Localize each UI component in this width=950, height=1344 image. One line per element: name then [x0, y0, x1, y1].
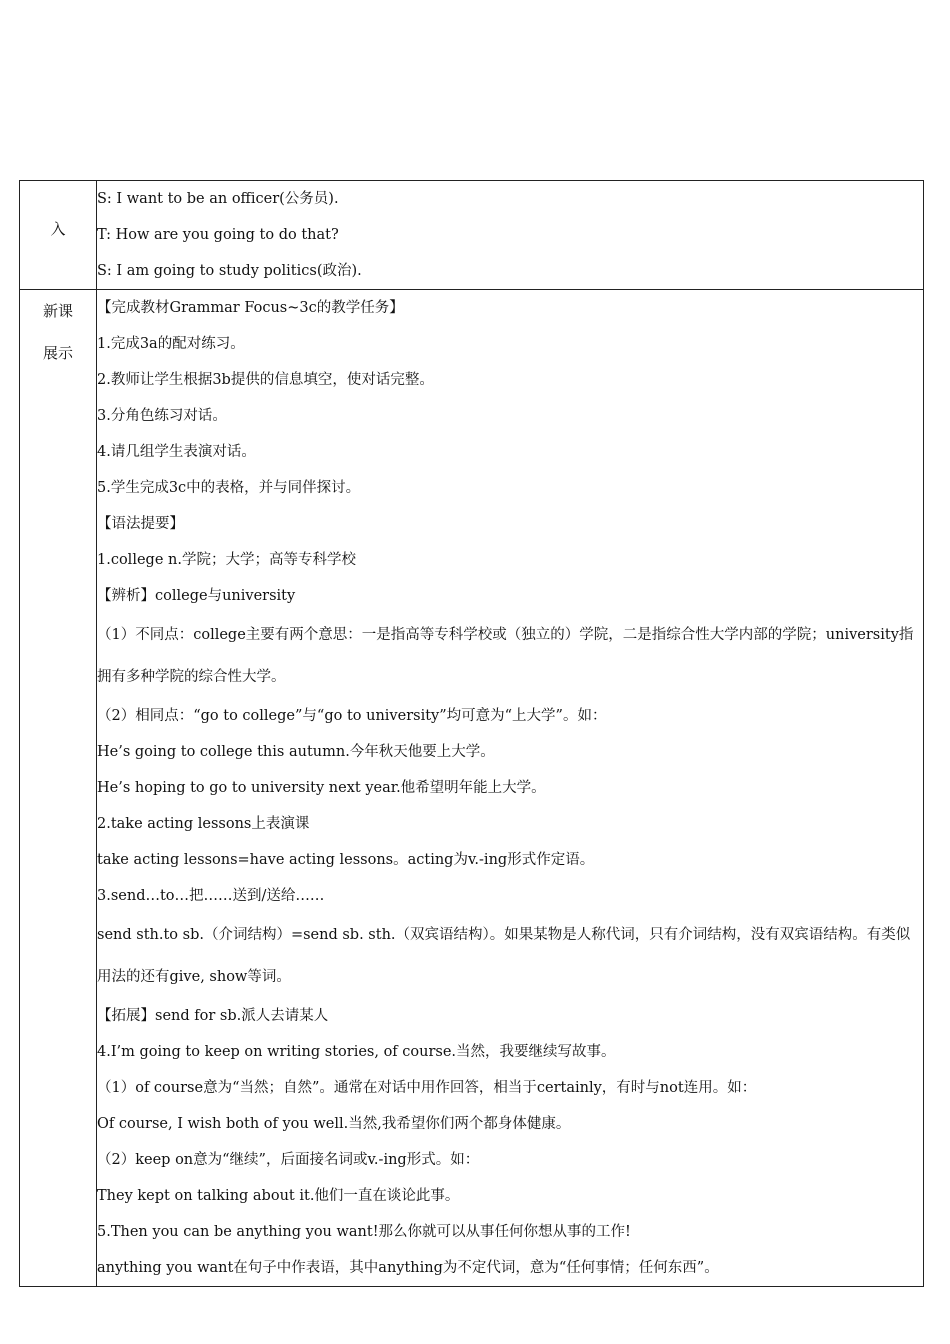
example-sentence: They kept on talking about it.他们一直在谈论此事。 — [97, 1188, 460, 1204]
paragraph: （1）of course意为“当然；自然”。通常在对话中用作回答，相当于certainly，有时与not连用。如： — [97, 1080, 757, 1096]
row-label: 入 — [50, 220, 66, 238]
paragraph: send sth.to sb.（介词结构）=send sb. sth.（双宾语结构）。如果某物是人称代词，只有介词结构，没有双宾语结构。有类似用法的还有give, show等词。 — [97, 927, 911, 985]
list-item: 4.请几组学生表演对话。 — [97, 444, 256, 460]
analysis-heading: 【辨析】college与university — [97, 588, 296, 604]
row-label-cell — [20, 181, 97, 290]
task-heading: 【完成教材Grammar Focus~3c的教学任务】 — [97, 300, 404, 316]
paragraph: （2）相同点：“go to college”与“go to university”均可意为“上大学”。如： — [97, 708, 607, 724]
example-sentence: He’s going to college this autumn.今年秋天他要上大学。 — [97, 744, 495, 760]
dialogue-line: S: I am going to study politics(政治). — [97, 263, 362, 279]
row-content-cell — [97, 290, 924, 1287]
table-row-intro — [20, 181, 924, 290]
list-item: 5.学生完成3c中的表格，并与同伴探讨。 — [97, 480, 361, 496]
lesson-plan-table — [19, 180, 924, 1287]
row-content-cell — [97, 181, 924, 290]
paragraph: anything you want在句子中作表语，其中anything为不定代词，意为“任何事情；任何东西”。 — [97, 1260, 719, 1276]
grammar-heading: 【语法提要】 — [97, 516, 184, 532]
grammar-point: 5.Then you can be anything you want!那么你就可以从事任何你想从事的工作! — [97, 1224, 631, 1240]
grammar-point: 3.send…to…把……送到/送给…… — [97, 888, 325, 904]
grammar-point: 2.take acting lessons上表演课 — [97, 816, 310, 832]
extension-note: 【拓展】send for sb.派人去请某人 — [97, 1008, 329, 1024]
grammar-point: 4.I’m going to keep on writing stories, of course.当然，我要继续写故事。 — [97, 1044, 616, 1060]
list-item: 3.分角色练习对话。 — [97, 408, 227, 424]
example-sentence: Of course, I wish both of you well.当然,我希望你们两个都身体健康。 — [97, 1116, 571, 1132]
paragraph: （1）不同点：college主要有两个意思：一是指高等专科学校或（独立的）学院，二是指综合性大学内部的学院；university指拥有多种学院的综合性大学。 — [97, 627, 914, 685]
list-item: 2.教师让学生根据3b提供的信息填空，使对话完整。 — [97, 372, 434, 388]
dialogue-line: S: I want to be an officer(公务员). — [97, 191, 339, 207]
dialogue-line: T: How are you going to do that? — [97, 227, 339, 243]
example-sentence: He’s hoping to go to university next year.他希望明年能上大学。 — [97, 780, 546, 796]
paragraph: take acting lessons=have acting lessons。acting为v.-ing形式作定语。 — [97, 852, 595, 868]
paragraph: （2）keep on意为“继续”，后面接名词或v.-ing形式。如： — [97, 1152, 480, 1168]
row-label: 新课展示 — [42, 302, 73, 362]
list-item: 1.完成3a的配对练习。 — [97, 336, 245, 352]
table-row-new-lesson — [20, 290, 924, 1287]
row-label-cell — [20, 290, 97, 1287]
grammar-point: 1.college n.学院；大学；高等专科学校 — [97, 552, 356, 568]
